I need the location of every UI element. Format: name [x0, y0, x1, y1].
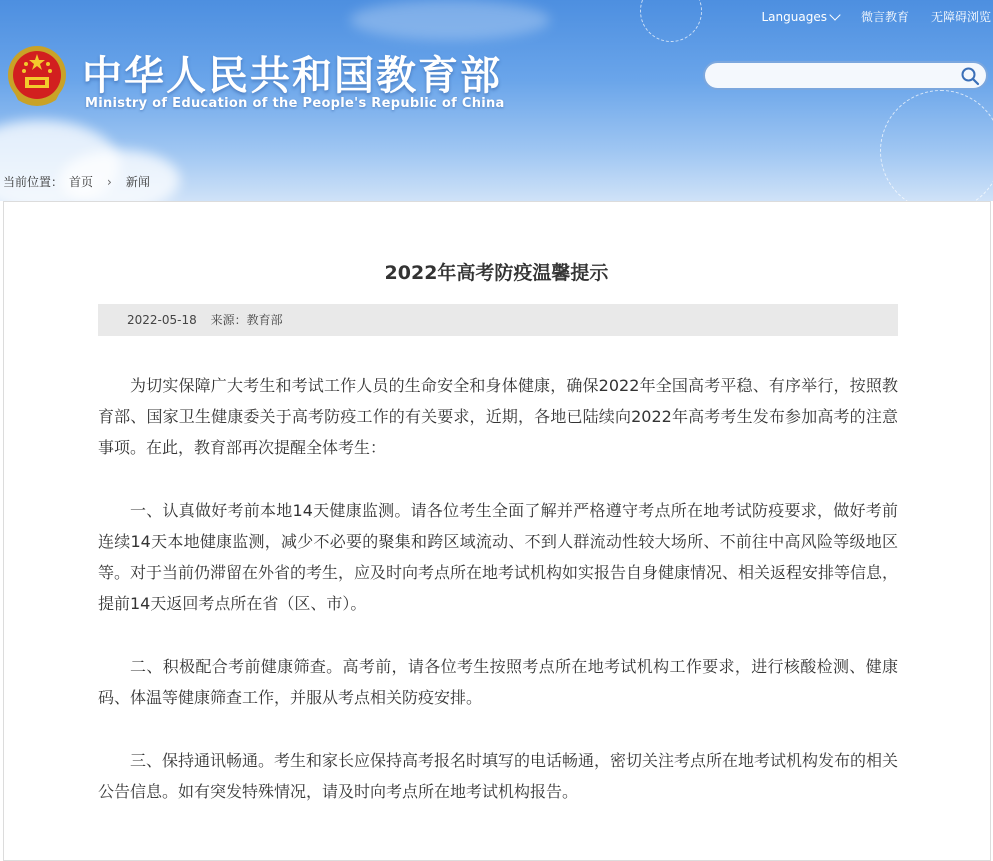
article-paragraph: 一、认真做好考前本地14天健康监测。请各位考生全面了解并严格遵守考点所在地考试防疫要求，做好考前连续14天本地健康监测，减少不必要的聚集和跨区域流动、不到人群流动性较大场所、不前往中高风险等级地区等。对于当前仍滞留在外省的考生，应及时向考点所在地考试机构如实报告自身健康情况、相关返程安排等信息，提前14天返回考点所在省（区、市）。: [98, 501, 899, 613]
dandelion-decoration: [880, 90, 993, 201]
article-paragraph: 为切实保障广大考生和考试工作人员的生命安全和身体健康，确保2022年全国高考平稳、有序举行，按照教育部、国家卫生健康委关于高考防疫工作的有关要求，近期，各地已陆续向2022年高考考生发布参加高考的注意事项。在此，教育部再次提醒全体考生：: [98, 376, 898, 457]
breadcrumb-current-link[interactable]: 新闻: [125, 175, 150, 189]
site-header: [0, 0, 993, 201]
site-title-en: Ministry of Education of the People's Republic of China: [85, 96, 505, 111]
breadcrumb: [3, 173, 150, 190]
article-date: 2022-05-18: [127, 313, 197, 327]
article-paragraph: 三、保持通讯畅通。考生和家长应保持高考报名时填写的电话畅通，密切关注考点所在地考试机构发布的相关公告信息。如有突发特殊情况，请及时向考点所在地考试机构报告。: [98, 751, 899, 801]
article-paragraph: 二、积极配合考前健康筛查。高考前，请各位考生按照考点所在地考试机构工作要求，进行核酸检测、健康码、体温等健康筛查工作，并服从考点相关防疫安排。: [98, 657, 898, 707]
search-box: [703, 61, 988, 90]
search-icon[interactable]: [960, 66, 980, 86]
article-source: 来源：教育部: [210, 313, 283, 327]
article-meta: [98, 304, 898, 336]
languages-menu[interactable]: [761, 10, 838, 24]
site-title-cn[interactable]: 中华人民共和国教育部: [82, 53, 502, 99]
chevron-right-icon: ›: [107, 174, 112, 189]
dandelion-decoration: [640, 0, 702, 42]
weiyan-link[interactable]: 微言教育: [860, 10, 909, 24]
breadcrumb-home-link[interactable]: 首页: [69, 175, 94, 189]
article-body: [98, 370, 898, 839]
article-title: 2022年高考防疫温馨提示: [384, 262, 609, 284]
breadcrumb-label: 当前位置：: [3, 175, 64, 189]
accessible-browse-link[interactable]: 无障碍浏览: [930, 10, 991, 24]
search-input[interactable]: [719, 63, 963, 90]
cloud-decoration: [350, 0, 550, 40]
languages-label: Languages: [761, 9, 827, 24]
national-emblem-icon: [6, 44, 68, 110]
top-links-bar: [761, 8, 993, 25]
chevron-down-icon: [829, 9, 840, 20]
